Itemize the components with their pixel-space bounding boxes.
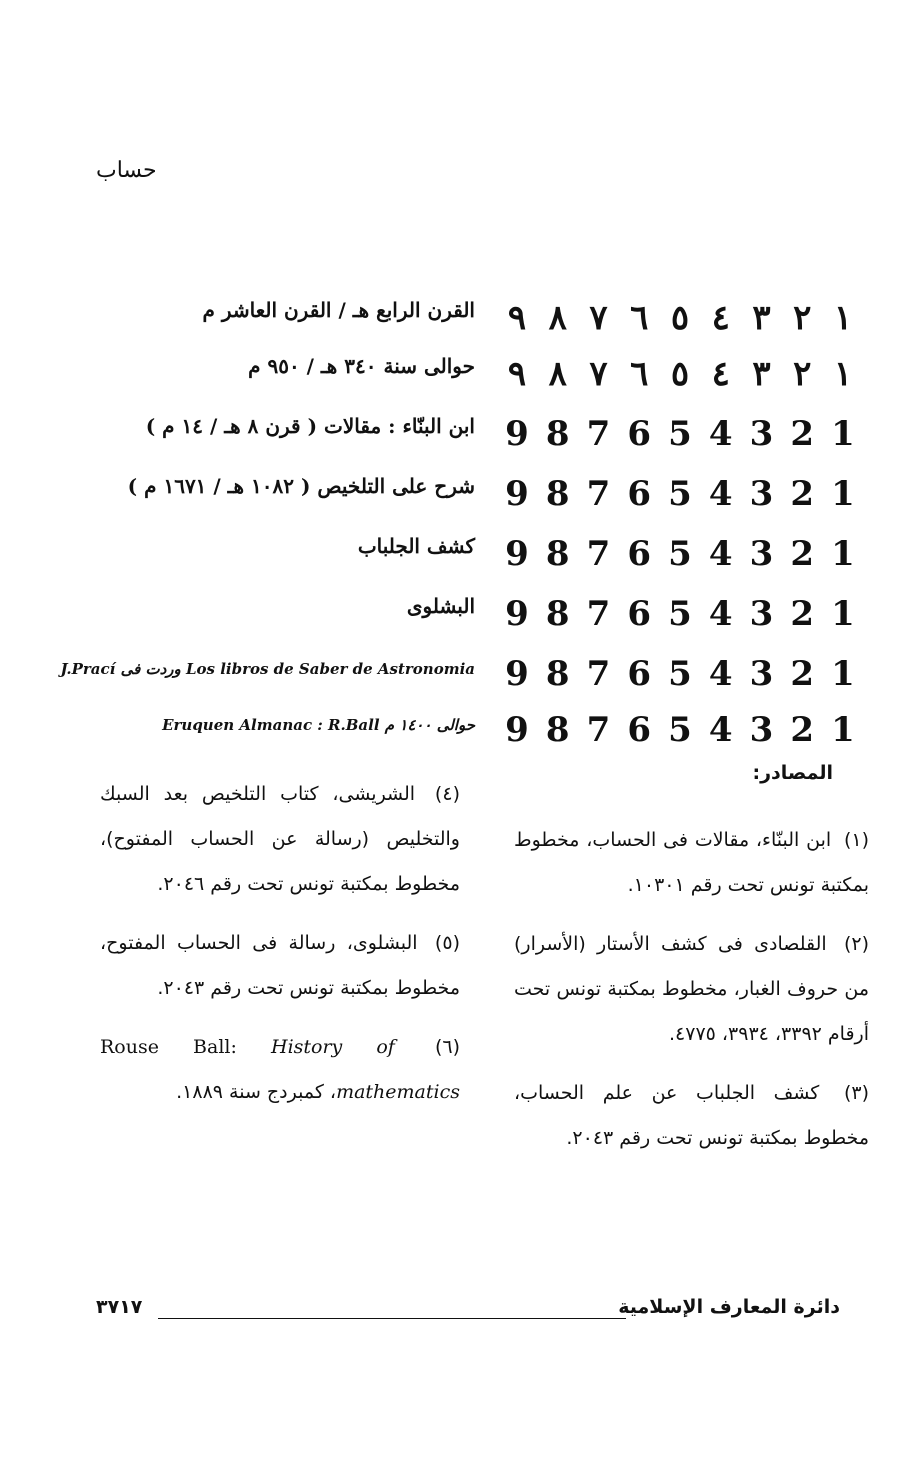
reference-number: (٦) <box>434 1036 460 1058</box>
reference-title: History of mathematics <box>271 1036 460 1103</box>
running-head: حساب <box>96 158 157 183</box>
row-label: البشلوى <box>406 594 475 618</box>
row-label: حوالى سنة ٣٤٠ هـ / ٩٥٠ م <box>248 354 475 378</box>
row-label: حوالى ١٤٠٠ م Eruquen Almanac : R.Ball <box>162 716 475 734</box>
digit-glyph: ٥ <box>670 298 690 338</box>
numeral-glyphs <box>500 466 860 522</box>
digit-glyph: 8 <box>545 594 570 634</box>
footer-rule <box>158 1318 626 1319</box>
journal-title: دائرة المعارف الإسلامية <box>618 1296 840 1318</box>
numeral-glyphs <box>500 406 860 462</box>
digit-glyph: 5 <box>668 594 692 634</box>
digit-glyph: 4 <box>708 654 733 694</box>
digit-glyph: 2 <box>790 710 815 750</box>
digit-glyph: 6 <box>627 594 652 634</box>
digit-glyph: 4 <box>708 534 733 574</box>
digit-glyph: 3 <box>749 594 774 634</box>
digit-glyph: 9 <box>505 474 529 514</box>
digit-glyph: 7 <box>586 594 611 634</box>
reference-item <box>514 1071 869 1161</box>
reference-number: (٤) <box>434 783 460 805</box>
digit-glyph: 7 <box>586 654 611 694</box>
reference-number: (٣) <box>843 1082 870 1104</box>
digit-glyph: 6 <box>627 414 652 454</box>
digit-glyph: ٧ <box>589 298 608 338</box>
digit-glyph: 7 <box>586 534 611 574</box>
numeral-row <box>60 290 860 346</box>
digit-glyph: 5 <box>668 654 692 694</box>
reference-text: ابن البنّاء، مقالات فى الحساب، مخطوط بمكتبة تونس تحت رقم ١٠٣٠١. <box>514 829 869 896</box>
digit-glyph: 2 <box>790 534 815 574</box>
digit-glyph: ٧ <box>589 354 608 394</box>
digit-glyph: ٩ <box>507 354 527 394</box>
reference-item <box>100 1025 460 1115</box>
reference-text: القلصادى فى كشف الأستار (الأسرار) من حروف الغبار، مخطوط بمكتبة تونس تحت أرقام ٣٣٩٢، ٣٩٣٤، ٤٧٧٥. <box>514 933 869 1045</box>
reference-text: البشلوى، رسالة فى الحساب المفتوح، مخطوط بمكتبة تونس تحت رقم ٢٠٤٣. <box>100 932 460 999</box>
digit-glyph: 5 <box>668 414 692 454</box>
sources-heading: المصادر: <box>752 762 833 784</box>
digit-glyph: ٢ <box>793 354 812 394</box>
digit-glyph: 2 <box>790 474 815 514</box>
digit-glyph: 3 <box>749 474 774 514</box>
row-label: القرن الرابع هـ / القرن العاشر م <box>202 298 475 322</box>
digit-glyph: ٦ <box>630 354 649 394</box>
digit-glyph: 8 <box>545 414 570 454</box>
digit-glyph: 3 <box>749 534 774 574</box>
numeral-glyphs <box>500 702 860 758</box>
page-footer <box>96 1296 840 1326</box>
digit-glyph: 9 <box>505 414 529 454</box>
digit-glyph: ١ <box>833 354 853 394</box>
digit-glyph: 7 <box>586 710 611 750</box>
row-label: كشف الجلباب <box>357 534 475 558</box>
digit-glyph: ٦ <box>630 298 649 338</box>
digit-glyph: 4 <box>708 594 733 634</box>
digit-glyph: 7 <box>586 474 611 514</box>
digit-glyph: 1 <box>831 414 855 454</box>
numeral-row <box>60 526 860 582</box>
digit-glyph: 1 <box>831 710 855 750</box>
reference-item <box>514 818 869 908</box>
digit-glyph: ٨ <box>548 298 567 338</box>
reference-number: (١) <box>843 829 870 851</box>
numeral-row <box>60 702 860 758</box>
numeral-glyphs <box>500 526 860 582</box>
digit-glyph: 9 <box>505 594 529 634</box>
digit-glyph: ١ <box>833 298 853 338</box>
digit-glyph: ٣ <box>752 354 771 394</box>
digit-glyph: 1 <box>831 534 855 574</box>
reference-item <box>514 922 869 1057</box>
references-left-column <box>100 772 460 1129</box>
digit-glyph: 1 <box>831 474 855 514</box>
digit-glyph: 6 <box>627 474 652 514</box>
digit-glyph: 8 <box>545 654 570 694</box>
row-label: ابن البنّاء : مقالات ( قرن ٨ هـ / ١٤ م ) <box>145 414 475 438</box>
digit-glyph: 5 <box>668 474 692 514</box>
digit-glyph: 5 <box>668 534 692 574</box>
reference-text: الشريشى، كتاب التلخيص بعد السبك والتخليص (رسالة عن الحساب المفتوح)، مخطوط بمكتبة تونس تحت رقم ٢٠٤٦. <box>100 783 460 895</box>
digit-glyph: ٩ <box>507 298 527 338</box>
digit-glyph: 8 <box>545 534 570 574</box>
digit-glyph: 2 <box>790 594 815 634</box>
reference-author: Rouse Ball: <box>100 1036 237 1058</box>
digit-glyph: ٣ <box>752 298 771 338</box>
row-label: شرح على التلخيص ( ١٠٨٢ هـ / ١٦٧١ م ) <box>127 474 475 498</box>
numeral-glyphs <box>500 290 860 346</box>
numeral-glyphs <box>500 586 860 642</box>
page-number: ٣٧١٧ <box>96 1296 143 1318</box>
numeral-row <box>60 466 860 522</box>
digit-glyph: 2 <box>790 654 815 694</box>
row-label: Los libros de Saber de Astronomia وردت فى J.Prací <box>60 660 475 678</box>
digit-glyph: 2 <box>790 414 815 454</box>
references-right-column <box>514 818 869 1175</box>
digit-glyph: 3 <box>749 654 774 694</box>
reference-text: كشف الجلباب عن علم الحساب، مخطوط بمكتبة تونس تحت رقم ٢٠٤٣. <box>514 1082 869 1149</box>
digit-glyph: 6 <box>627 710 652 750</box>
reference-text: ، كمبردج سنة ١٨٨٩. <box>176 1081 337 1103</box>
digit-glyph: ٥ <box>670 354 690 394</box>
digit-glyph: ٢ <box>793 298 812 338</box>
reference-number: (٢) <box>843 933 869 955</box>
digit-glyph: 7 <box>586 414 611 454</box>
reference-number: (٥) <box>434 932 460 954</box>
numeral-row <box>60 406 860 462</box>
digit-glyph: 8 <box>545 474 570 514</box>
digit-glyph: 6 <box>627 654 652 694</box>
digit-glyph: 9 <box>505 710 529 750</box>
digit-glyph: 3 <box>749 710 774 750</box>
numeral-glyphs <box>500 346 860 402</box>
digit-glyph: ٨ <box>548 354 567 394</box>
numeral-row <box>60 346 860 402</box>
reference-item <box>100 772 460 907</box>
digit-glyph: 9 <box>505 654 529 694</box>
digit-glyph: 6 <box>627 534 652 574</box>
reference-item <box>100 921 460 1011</box>
digit-glyph: 1 <box>831 654 855 694</box>
digit-glyph: 9 <box>505 534 529 574</box>
digit-glyph: 8 <box>545 710 570 750</box>
digit-glyph: 4 <box>708 474 733 514</box>
numeral-row <box>60 646 860 702</box>
digit-glyph: ٤ <box>711 298 730 338</box>
digit-glyph: 3 <box>749 414 774 454</box>
digit-glyph: ٤ <box>711 354 730 394</box>
numeral-glyphs <box>500 646 860 702</box>
digit-glyph: 5 <box>668 710 692 750</box>
numeral-row <box>60 586 860 642</box>
digit-glyph: 4 <box>708 414 733 454</box>
digit-glyph: 1 <box>831 594 855 634</box>
digit-glyph: 4 <box>708 710 733 750</box>
